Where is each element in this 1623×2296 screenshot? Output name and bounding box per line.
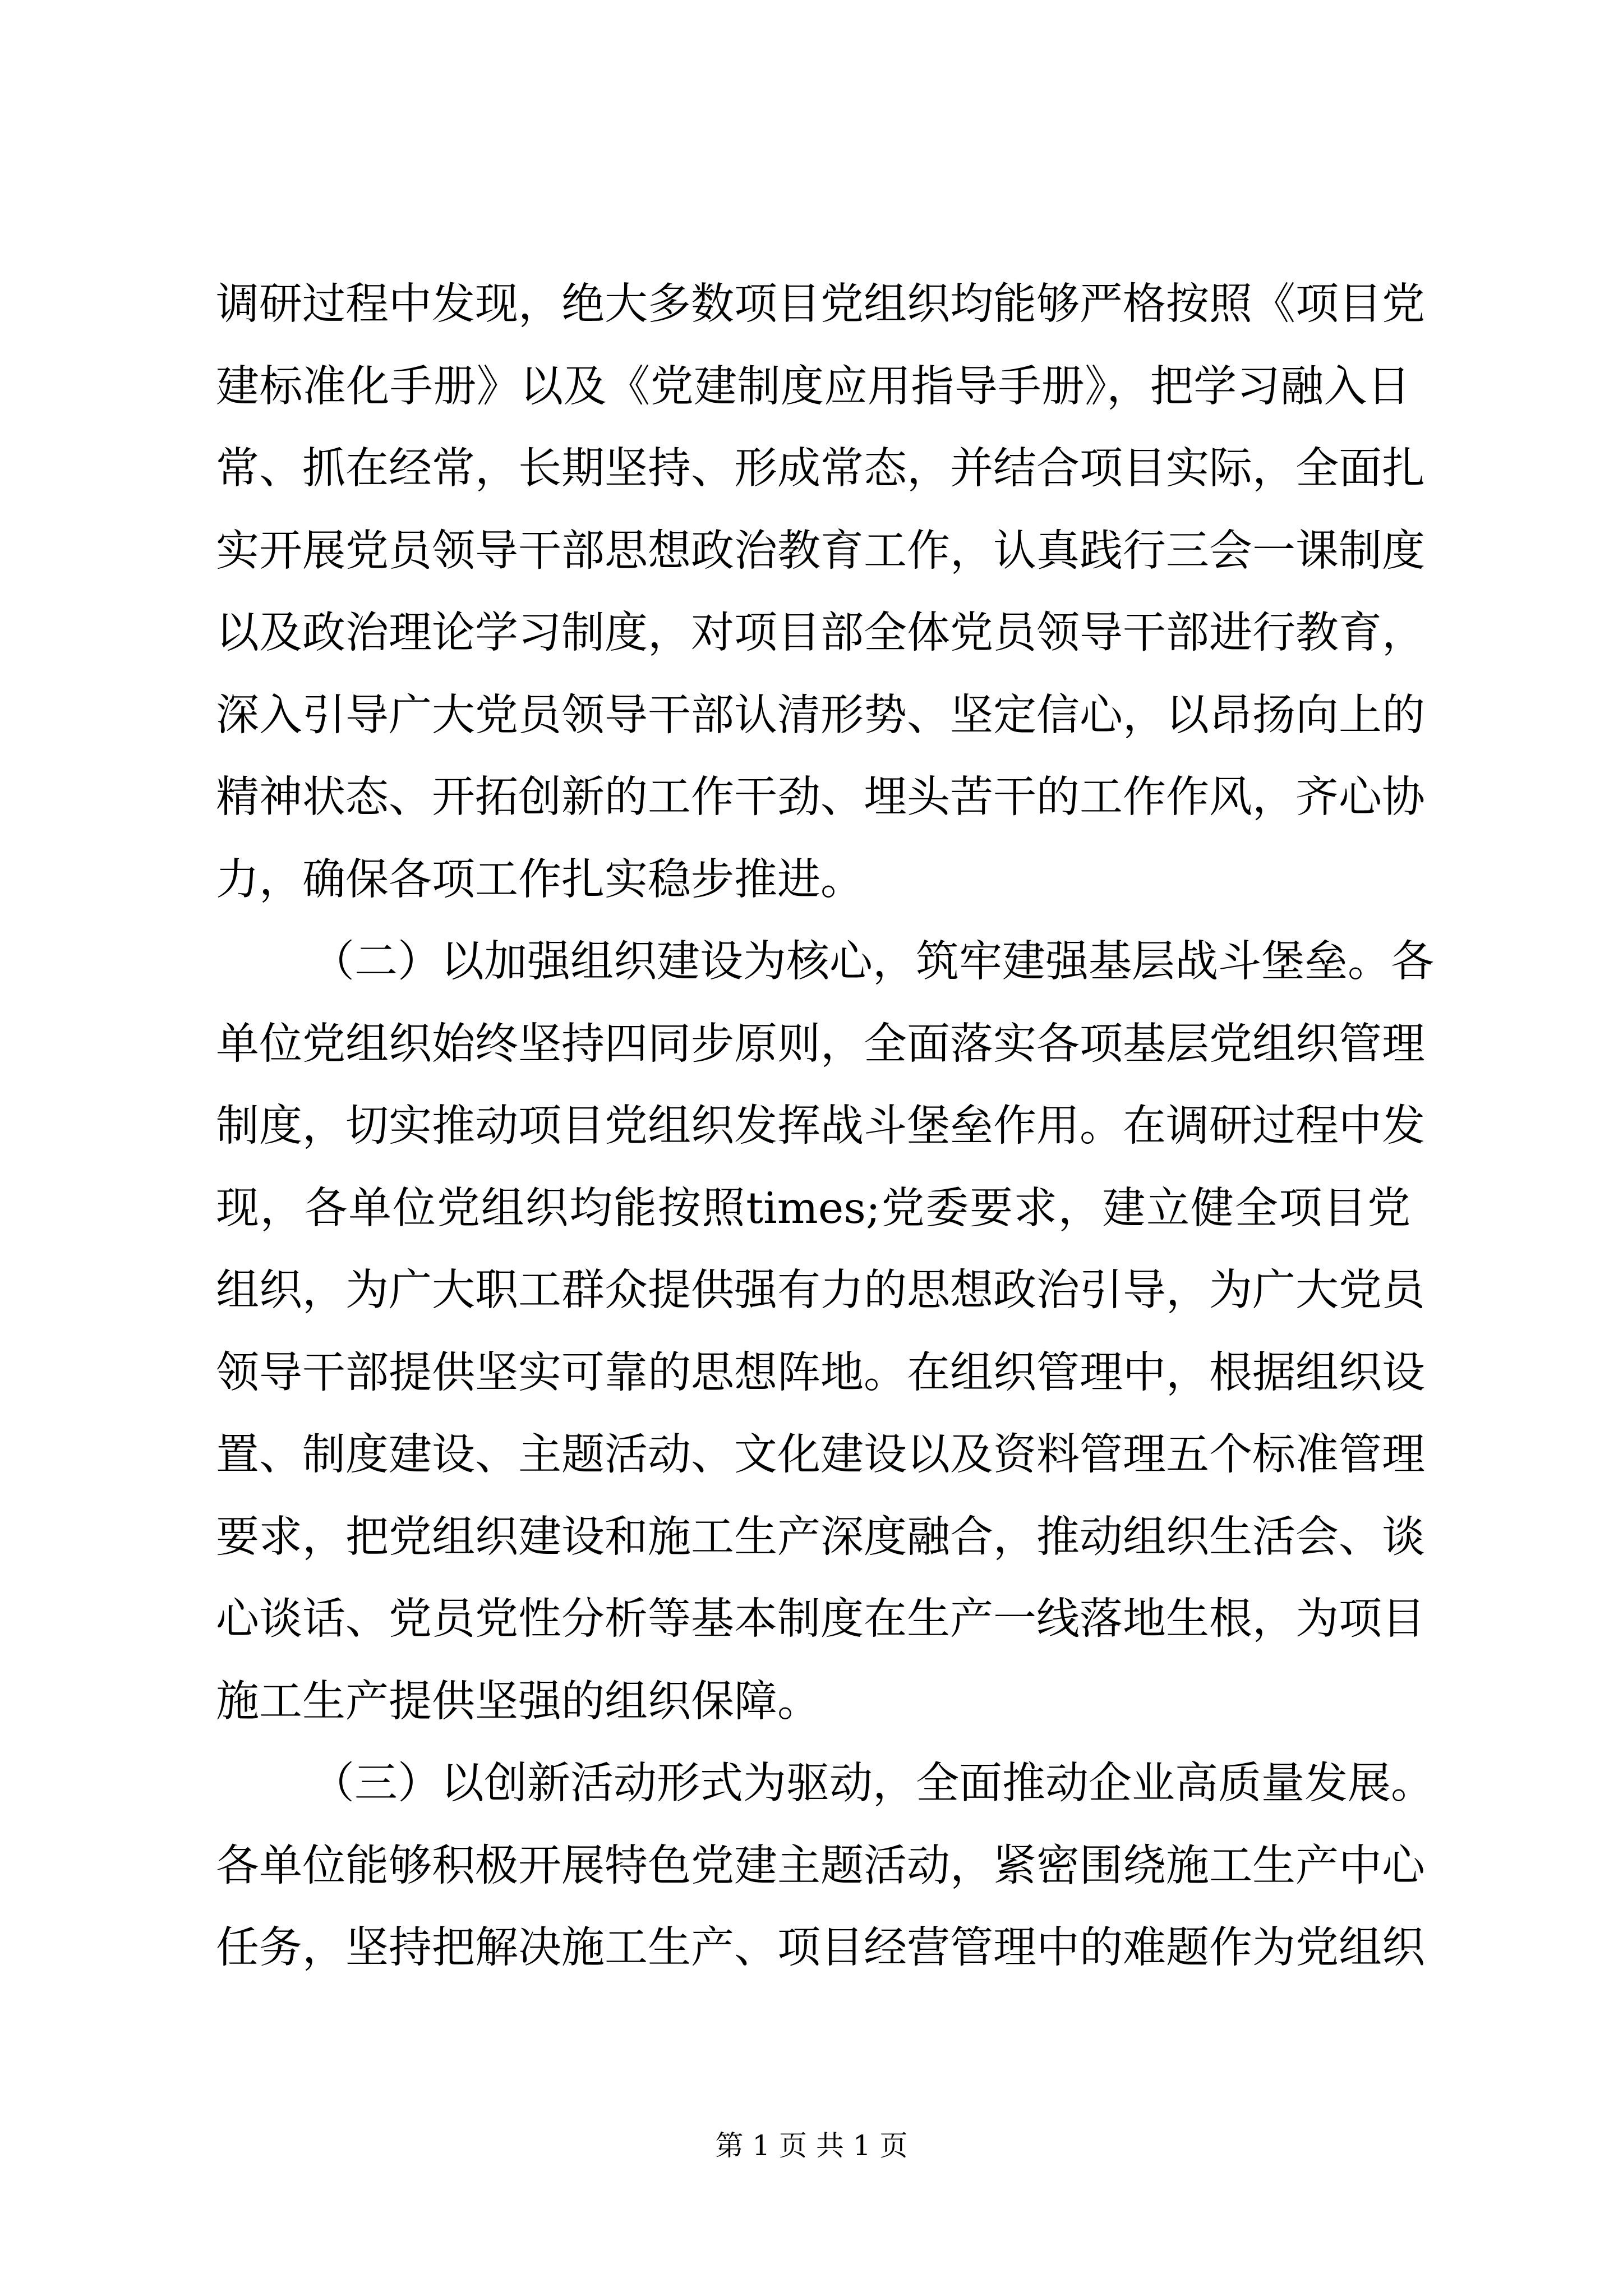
text-line: 现，各单位党组织均能按照times;党委要求，建立健全项目党 bbox=[216, 1183, 1410, 1234]
section-heading-line: （二）以加强组织建设为核心，筑牢建强基层战斗堡垒。各 bbox=[311, 937, 1434, 987]
text-line: 要求，把党组织建设和施工生产深度融合，推动组织生活会、谈 bbox=[216, 1512, 1425, 1562]
text-line: 心谈话、党员党性分析等基本制度在生产一线落地生根，为项目 bbox=[216, 1594, 1425, 1644]
text-line: 以及政治理论学习制度，对项目部全体党员领导干部进行教育， bbox=[216, 608, 1425, 658]
text-line: 力，确保各项工作扎实稳步推进。 bbox=[216, 854, 864, 905]
body-text bbox=[216, 264, 1434, 1990]
text-line: 实开展党员领导干部思想政治教育工作，认真践行三会一课制度 bbox=[216, 526, 1425, 576]
text-line: 建标准化手册》以及《党建制度应用指导手册》，把学习融入日 bbox=[216, 361, 1410, 412]
text-line: 各单位能够积极开展特色党建主题活动，紧密围绕施工生产中心 bbox=[216, 1841, 1425, 1891]
text-line: 施工生产提供坚强的组织保障。 bbox=[216, 1676, 820, 1727]
text-line: 领导干部提供坚实可靠的思想阵地。在组织管理中，根据组织设 bbox=[216, 1347, 1425, 1398]
text-line: 置、制度建设、主题活动、文化建设以及资料管理五个标准管理 bbox=[216, 1430, 1425, 1480]
text-line: 深入引导广大党员领导干部认清形势、坚定信心，以昂扬向上的 bbox=[216, 690, 1425, 740]
text-line: 制度，切实推动项目党组织发挥战斗堡垒作用。在调研过程中发 bbox=[216, 1101, 1425, 1151]
page-footer: 第 1 页 共 1 页 bbox=[715, 2129, 908, 2162]
text-line: 任务，坚持把解决施工生产、项目经营管理中的难题作为党组织 bbox=[216, 1923, 1425, 1973]
text-line: 精神状态、开拓创新的工作干劲、埋头苦干的工作作风，齐心协 bbox=[216, 772, 1425, 822]
section-heading-line: （三）以创新活动形式为驱动，全面推动企业高质量发展。 bbox=[311, 1759, 1434, 1809]
text-line: 调研过程中发现，绝大多数项目党组织均能够严格按照《项目党 bbox=[216, 279, 1425, 329]
text-line: 组织，为广大职工群众提供强有力的思想政治引导，为广大党员 bbox=[216, 1266, 1425, 1315]
text-line: 单位党组织始终坚持四同步原则，全面落实各项基层党组织管理 bbox=[216, 1019, 1425, 1069]
text-line: 常、抓在经常，长期坚持、形成常态，并结合项目实际，全面扎 bbox=[216, 444, 1425, 494]
